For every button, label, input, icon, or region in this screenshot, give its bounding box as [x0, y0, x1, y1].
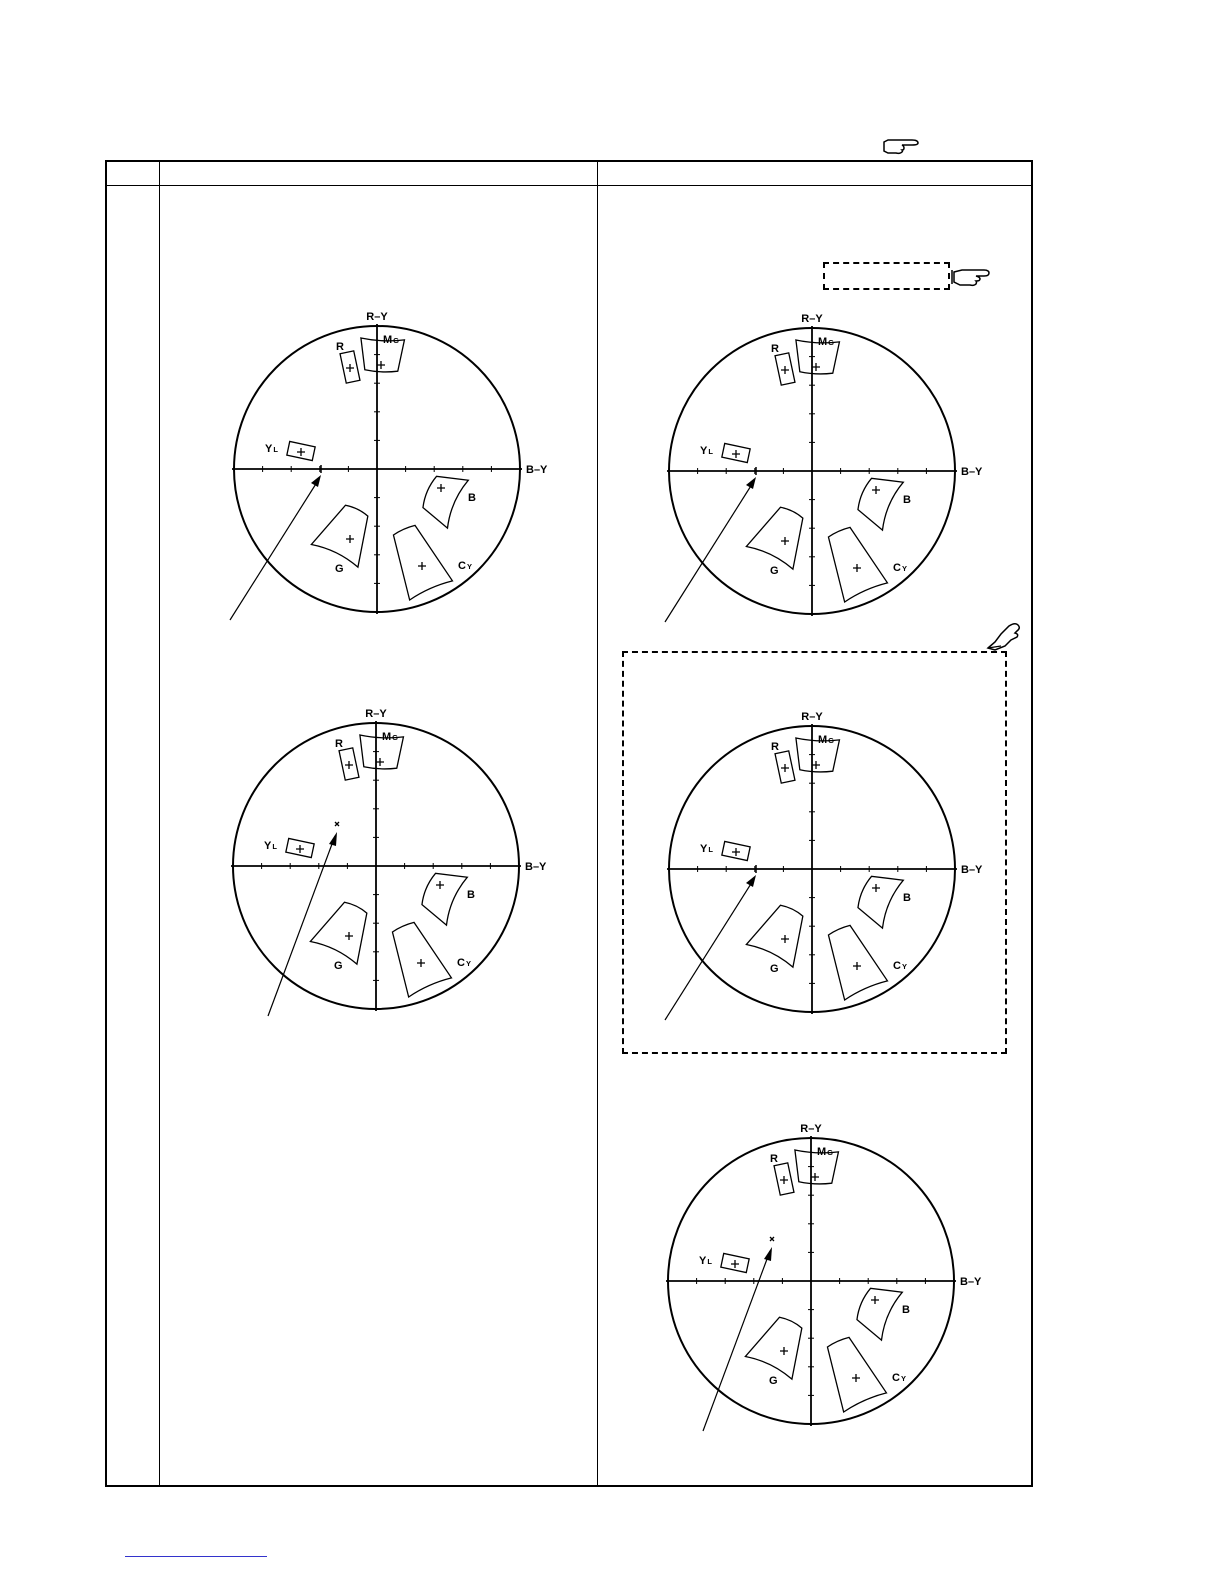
- b-target-mark: [871, 1296, 879, 1304]
- b-label: B: [903, 892, 911, 904]
- dashed-note-box: [823, 262, 950, 290]
- yl-target-mark: [297, 448, 305, 456]
- mg-target-mark: [377, 361, 385, 369]
- b-target-mark: [872, 884, 880, 892]
- r-target-mark: [345, 761, 353, 769]
- b-y-axis-label: B–Y: [961, 864, 983, 876]
- g-label: G: [769, 1375, 778, 1387]
- mg-target-mark: [811, 1173, 819, 1181]
- r-y-axis-label: R–Y: [800, 1123, 822, 1135]
- r-label: R: [770, 1153, 778, 1165]
- cy-label: CY: [458, 560, 472, 572]
- yl-target-mark: [296, 845, 304, 853]
- header-cell-step: [107, 162, 159, 185]
- g-target-mark: [780, 1347, 788, 1355]
- cy-target-mark: [852, 1374, 860, 1382]
- g-label: G: [770, 565, 779, 577]
- column-divider-figures: [597, 162, 598, 1485]
- r-label: R: [771, 741, 779, 753]
- cy-label: CY: [893, 960, 907, 972]
- b-target-box: [858, 478, 903, 530]
- yl-target-mark: [732, 450, 740, 458]
- burst-cross-mark: [770, 1237, 774, 1241]
- pointer-arrow-line: [665, 481, 754, 622]
- cy-label: CY: [457, 957, 471, 969]
- yl-target-mark: [731, 1260, 739, 1268]
- cy-target-box: [392, 922, 451, 997]
- g-target-mark: [345, 932, 353, 940]
- r-y-axis-label: R–Y: [801, 711, 823, 723]
- cy-target-mark: [417, 959, 425, 967]
- pointing-hand-icon: [950, 266, 992, 293]
- mg-label: MG: [818, 734, 835, 746]
- cy-target-mark: [853, 564, 861, 572]
- r-target-mark: [781, 764, 789, 772]
- mg-label: MG: [818, 336, 835, 348]
- vectorscope-diagram-1: [212, 304, 548, 634]
- g-target-box: [745, 1317, 801, 1379]
- yl-label: YL: [700, 445, 713, 457]
- yl-target-mark: [732, 848, 740, 856]
- mg-label: MG: [817, 1146, 834, 1158]
- cy-target-box: [828, 925, 887, 1000]
- pointer-arrowhead: [311, 475, 321, 487]
- r-label: R: [335, 738, 343, 750]
- mg-label: MG: [382, 731, 399, 743]
- cy-target-mark: [418, 562, 426, 570]
- pointing-hand-icon: [985, 620, 1025, 657]
- vectorscope-diagram-3: [211, 701, 547, 1031]
- mg-target-mark: [812, 363, 820, 371]
- b-target-box: [422, 873, 467, 925]
- header-cell-procedure: [160, 162, 597, 185]
- b-label: B: [903, 494, 911, 506]
- yl-label: YL: [700, 843, 713, 855]
- pointer-arrowhead: [746, 477, 756, 489]
- b-y-axis-label: B–Y: [960, 1276, 982, 1288]
- cy-target-box: [828, 527, 887, 602]
- g-target-mark: [346, 535, 354, 543]
- g-label: G: [334, 960, 343, 972]
- r-target-mark: [781, 366, 789, 374]
- burst-cross-mark: [335, 822, 339, 826]
- r-label: R: [771, 343, 779, 355]
- b-target-box: [858, 876, 903, 928]
- table-header-rule: [107, 185, 1031, 186]
- b-label: B: [902, 1304, 910, 1316]
- g-target-mark: [781, 935, 789, 943]
- r-y-axis-label: R–Y: [366, 311, 388, 323]
- pointer-arrowhead: [329, 832, 337, 846]
- b-target-box: [423, 476, 468, 528]
- g-target-box: [746, 507, 802, 569]
- vectorscope-diagram-5: [646, 1116, 982, 1446]
- column-divider-step: [159, 162, 160, 1485]
- cy-target-box: [393, 525, 452, 600]
- b-target-mark: [437, 484, 445, 492]
- b-y-axis-label: B–Y: [526, 464, 548, 476]
- yl-label: YL: [699, 1255, 712, 1267]
- cy-target-mark: [853, 962, 861, 970]
- r-target-mark: [780, 1176, 788, 1184]
- pointing-hand-icon: [882, 136, 922, 161]
- b-y-axis-label: B–Y: [525, 861, 547, 873]
- b-y-axis-label: B–Y: [961, 466, 983, 478]
- g-target-mark: [781, 537, 789, 545]
- b-target-mark: [436, 881, 444, 889]
- g-label: G: [335, 563, 344, 575]
- mg-label: MG: [383, 334, 400, 346]
- vectorscope-diagram-2: [647, 306, 983, 636]
- vectorscope-diagram-4: [647, 704, 983, 1034]
- mg-target-mark: [812, 761, 820, 769]
- r-y-axis-label: R–Y: [801, 313, 823, 325]
- b-label: B: [467, 889, 475, 901]
- b-label: B: [468, 492, 476, 504]
- g-label: G: [770, 963, 779, 975]
- footer-link-rule[interactable]: [125, 1556, 267, 1557]
- pointer-arrow-line: [230, 479, 319, 620]
- header-cell-figure: [598, 162, 1033, 185]
- r-target-mark: [346, 364, 354, 372]
- b-target-mark: [872, 486, 880, 494]
- cy-target-box: [827, 1337, 886, 1412]
- b-target-box: [857, 1288, 902, 1340]
- r-label: R: [336, 341, 344, 353]
- mg-target-mark: [376, 758, 384, 766]
- g-target-box: [746, 905, 802, 967]
- r-y-axis-label: R–Y: [365, 708, 387, 720]
- g-target-box: [310, 902, 366, 964]
- g-target-box: [311, 505, 367, 567]
- pointer-arrowhead: [746, 875, 756, 887]
- yl-label: YL: [265, 443, 278, 455]
- pointer-arrowhead: [764, 1247, 772, 1261]
- cy-label: CY: [892, 1372, 906, 1384]
- yl-label: YL: [264, 840, 277, 852]
- pointer-arrow-line: [665, 879, 754, 1020]
- cy-label: CY: [893, 562, 907, 574]
